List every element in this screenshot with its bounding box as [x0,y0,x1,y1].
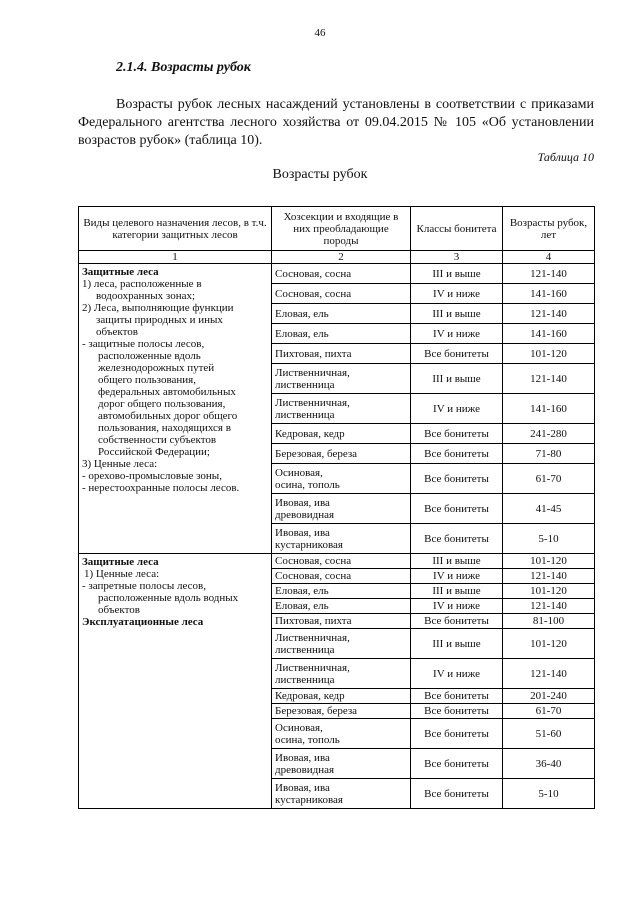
section-cell: Еловая, ель [272,324,411,344]
category-line: - защитные полосы лесов, [82,338,205,350]
section-line: лиственница [275,643,335,656]
section-line: Ивовая, ива [275,781,330,794]
column-number: 3 [411,251,503,264]
age-cell: 61-70 [503,464,595,494]
category-heading: Эксплуатационные леса [82,616,204,628]
page-number: 46 [314,27,326,39]
section-line: древовидная [275,508,335,521]
section-line: кустарниковая [275,538,343,551]
bonitet-cell: IV и ниже [411,599,503,614]
section-cell: Сосновая, сосна [272,554,411,569]
section-line: Осиновая, [275,721,323,734]
table-caption: Возрасты рубок [272,167,368,182]
header-category: Виды целевого назначения лесов, в т.ч. категории защитных лесов [79,207,272,251]
section-cell: Сосновая, сосна [272,284,411,304]
bonitet-cell: Все бонитеты [411,444,503,464]
age-cell: 71-80 [503,444,595,464]
bonitet-cell: Все бонитеты [411,704,503,719]
age-cell: 121-140 [503,599,595,614]
age-cell: 41-45 [503,494,595,524]
bonitet-cell: Все бонитеты [411,524,503,554]
section-line: лиственница [275,378,335,391]
section-line: осина, тополь [275,478,340,491]
age-cell: 101-120 [503,344,595,364]
table-row [79,264,595,284]
section-cell [272,719,411,749]
section-cell: Еловая, ель [272,584,411,599]
header-bonitet: Классы бонитета [411,207,503,251]
age-cell: 101-120 [503,584,595,599]
category-line: - запретные полосы лесов, [82,580,206,592]
cutting-age-table [78,206,595,809]
age-cell: 201-240 [503,689,595,704]
age-cell: 241-280 [503,424,595,444]
section-cell: Еловая, ель [272,599,411,614]
category-line: собственности субъектов [98,434,217,446]
age-cell: 141-160 [503,394,595,424]
table-row [79,554,595,569]
bonitet-cell: IV и ниже [411,284,503,304]
section-cell: Кедровая, кедр [272,689,411,704]
section-cell [272,659,411,689]
section-line: Лиственничная, [275,661,350,674]
age-cell: 5-10 [503,779,595,809]
section-cell: Березовая, береза [272,444,411,464]
section-cell [272,394,411,424]
section-line: Ивовая, ива [275,526,330,539]
category-line: федеральных автомобильных [98,386,236,398]
age-cell: 141-160 [503,324,595,344]
category-line: 2) Леса, выполняющие функции [82,302,234,314]
bonitet-cell: Все бонитеты [411,749,503,779]
section-cell: Сосновая, сосна [272,569,411,584]
bonitet-cell: III и выше [411,629,503,659]
category-line: дорог общего пользования, [98,398,226,410]
category-line: 1) Ценные леса: [84,568,160,580]
age-cell: 121-140 [503,264,595,284]
intro-paragraph: Возрасты рубок лесных насаждений установлены в соответствии с приказами Федерального агентства лесного хозяйства от 09.04.2015 № 105 «Об установлении возрастов рубок» (таблица 10). [78,97,594,148]
section-cell [272,524,411,554]
category-line: - нерестоохранные полосы лесов. [82,482,240,494]
section-title: 2.1.4. Возрасты рубок [116,60,251,75]
section-line: Ивовая, ива [275,496,330,509]
category-line: расположенные вдоль [98,350,201,362]
section-cell: Березовая, береза [272,704,411,719]
bonitet-cell: IV и ниже [411,324,503,344]
age-cell: 121-140 [503,659,595,689]
section-line: лиственница [275,408,335,421]
age-cell: 36-40 [503,749,595,779]
age-cell: 101-120 [503,629,595,659]
age-cell: 61-70 [503,704,595,719]
section-line: Лиственничная, [275,366,350,379]
age-cell: 121-140 [503,364,595,394]
section-line: кустарниковая [275,793,343,806]
bonitet-cell: Все бонитеты [411,779,503,809]
column-number: 1 [79,251,272,264]
column-number: 4 [503,251,595,264]
bonitet-cell: IV и ниже [411,394,503,424]
category-line: 3) Ценные леса: [82,458,158,470]
bonitet-cell: IV и ниже [411,659,503,689]
category-heading: Защитные леса [82,556,159,568]
category-cell [79,264,272,554]
section-cell [272,364,411,394]
category-line: объектов [98,604,140,616]
header-section: Хозсекции и входящие в них преобладающие породы [272,207,411,251]
age-cell: 101-120 [503,554,595,569]
section-cell: Пихтовая, пихта [272,614,411,629]
age-cell: 51-60 [503,719,595,749]
bonitet-cell: III и выше [411,264,503,284]
table-header-row [79,207,595,251]
category-line: пользования, находящихся в [98,422,231,434]
section-cell: Еловая, ель [272,304,411,324]
section-cell [272,749,411,779]
category-line: защиты природных и иных [96,314,223,326]
section-line: древовидная [275,763,335,776]
header-age: Возрасты рубок, лет [503,207,595,251]
table-reference: Таблица 10 [537,150,594,164]
section-line: Лиственничная, [275,631,350,644]
category-line: водоохранных зонах; [96,290,196,302]
bonitet-cell: III и выше [411,584,503,599]
bonitet-cell: III и выше [411,304,503,324]
section-cell: Пихтовая, пихта [272,344,411,364]
bonitet-cell: Все бонитеты [411,719,503,749]
bonitet-cell: III и выше [411,364,503,394]
category-line: железнодорожных путей [98,362,215,374]
category-line: объектов [96,326,138,338]
section-line: Осиновая, [275,466,323,479]
column-number: 2 [272,251,411,264]
category-line: расположенные вдоль водных [98,592,239,604]
column-number-row [79,251,595,264]
section-line: Лиственничная, [275,396,350,409]
category-cell [79,554,272,809]
section-cell [272,779,411,809]
section-cell [272,494,411,524]
bonitet-cell: Все бонитеты [411,614,503,629]
age-cell: 5-10 [503,524,595,554]
category-line: 1) леса, расположенные в [82,278,202,290]
section-line: лиственница [275,673,335,686]
bonitet-cell: Все бонитеты [411,689,503,704]
section-line: осина, тополь [275,733,340,746]
age-cell: 121-140 [503,304,595,324]
category-line: автомобильных дорог общего [98,410,238,422]
age-cell: 121-140 [503,569,595,584]
age-cell: 81-100 [503,614,595,629]
bonitet-cell: III и выше [411,554,503,569]
section-line: Ивовая, ива [275,751,330,764]
bonitet-cell: Все бонитеты [411,424,503,444]
category-line: общего пользования, [98,374,196,386]
bonitet-cell: Все бонитеты [411,464,503,494]
category-line: Российской Федерации; [98,446,210,458]
category-line: - орехово-промысловые зоны, [82,470,222,482]
section-cell [272,464,411,494]
category-heading: Защитные леса [82,266,159,278]
bonitet-cell: IV и ниже [411,569,503,584]
section-cell: Сосновая, сосна [272,264,411,284]
age-cell: 141-160 [503,284,595,304]
bonitet-cell: Все бонитеты [411,494,503,524]
bonitet-cell: Все бонитеты [411,344,503,364]
section-cell [272,629,411,659]
section-cell: Кедровая, кедр [272,424,411,444]
